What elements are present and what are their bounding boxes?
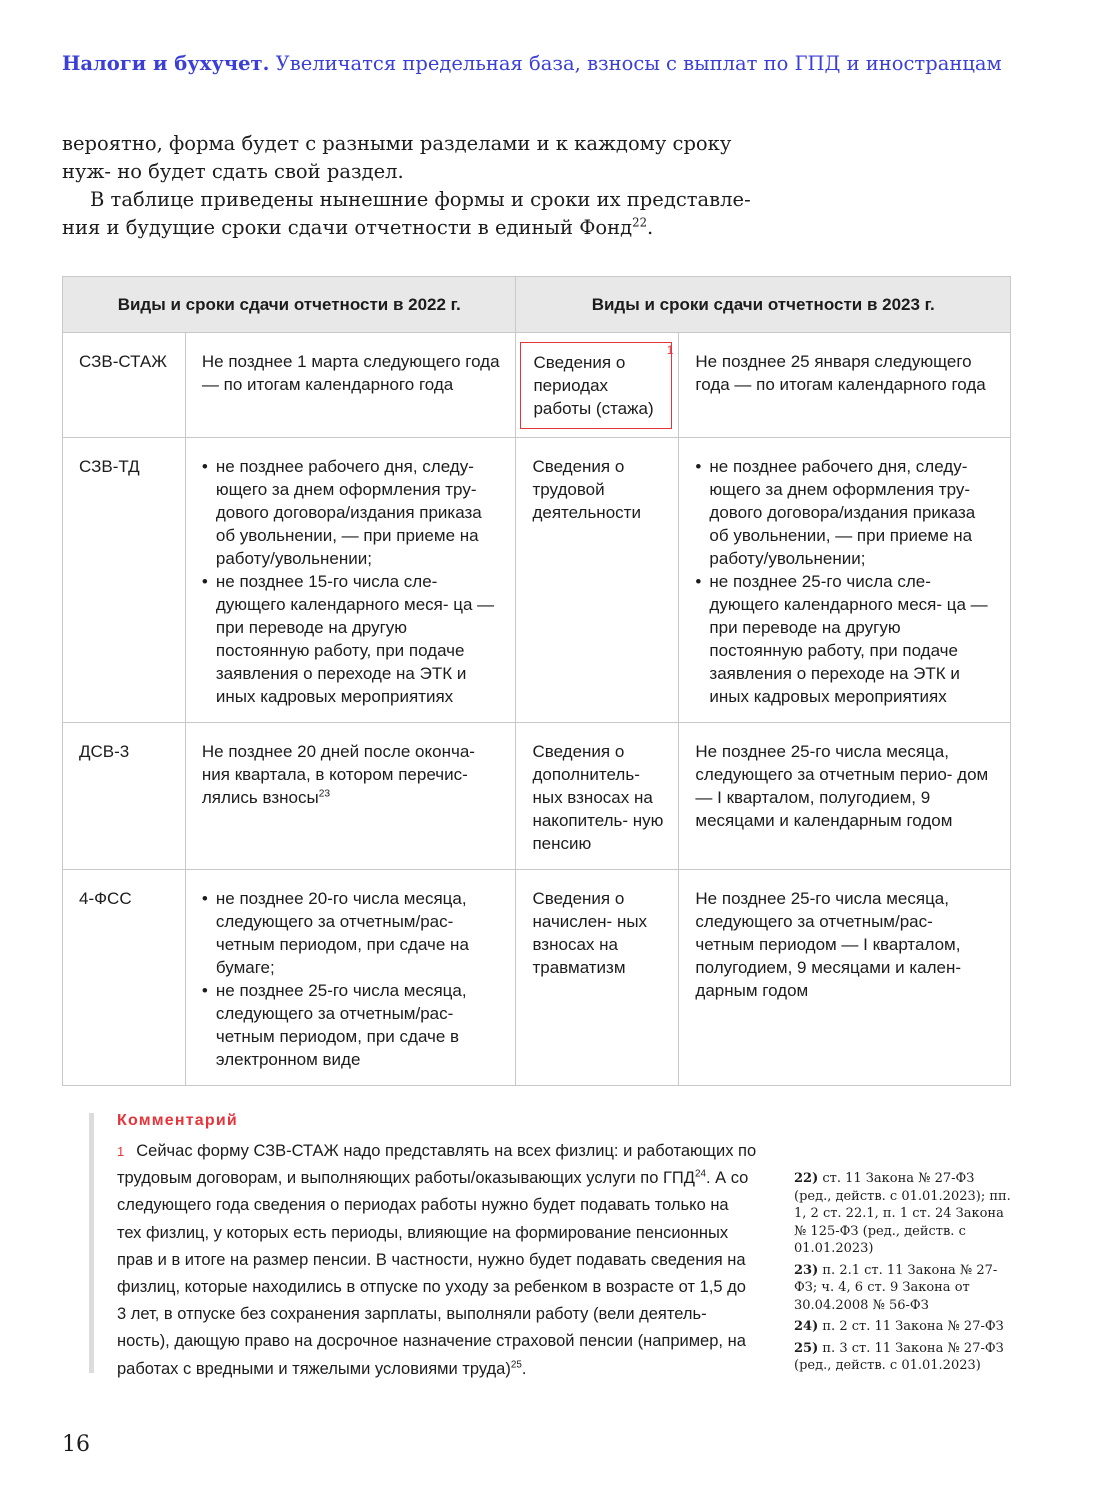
- deadline-2022: [185, 870, 516, 1086]
- deadline-2023: [679, 438, 1011, 723]
- footnote-text: п. 2.1 ст. 11 Закона № 27-ФЗ; ч. 4, 6 ст. 9 Закона от 30.04.2008 № 56-ФЗ: [794, 1262, 998, 1313]
- intro-paragraph-2-end: .: [647, 216, 654, 239]
- footnote: [794, 1262, 1014, 1315]
- comment-text-c: .: [521, 1359, 527, 1378]
- deadline-2022: [185, 723, 516, 870]
- table-row: [63, 870, 1011, 1086]
- list-item: • не позднее 20-го числа месяца, следующего за отчетным/рас- четным периодом, при сдаче на бумаге;: [202, 887, 502, 979]
- footnote-ref-24: 24: [694, 1168, 706, 1180]
- deadline-2022: Не позднее 1 марта следующего года — по итогам календарного года: [185, 333, 516, 438]
- comment-text-a: Сейчас форму СЗВ-СТАЖ надо представлять на всех физлиц: и работающих по трудовым договорам, и выполняющих работы/оказывающих услуги по ГПД: [117, 1142, 757, 1188]
- footnote-ref-22: 22: [632, 215, 648, 230]
- form-2023: Сведения о начислен- ных взносах на травматизм: [516, 870, 679, 1086]
- list-item: • не позднее рабочего дня, следу- ющего за днем оформления тру- дового договора/издания приказа об увольнении, — при приеме на работу/увольнении;: [695, 455, 996, 570]
- footnote-number: 22): [794, 1171, 819, 1186]
- footnote-text: п. 3 ст. 11 Закона № 27-ФЗ (ред., действ. с 01.01.2023): [794, 1340, 1004, 1373]
- form-name: СЗВ-СТАЖ: [63, 333, 186, 438]
- form-2023: Сведения о трудовой деятельности: [516, 438, 679, 723]
- comment-sidebar-bar: [89, 1113, 94, 1373]
- form-name: СЗВ-ТД: [63, 438, 186, 723]
- comment-text-b: . А со следующего года сведения о периодах работы нужно будет подавать только на тех физлиц, у которых есть периоды, влияющие на формирование пенсионных прав и в итоге на размер пенсии. В частности, нужно будет подавать сведения на физлиц, которые находились в отпуске по уходу за ребенком в возрасте от 1,5 до 3 лет, в отпуске без сохранения зарплаты, выполняли работу (вели деятель- ность), дающую право на досрочное назначение страховой пенсии (например, на работах с вредными и тяжелыми условиями труда): [117, 1169, 749, 1378]
- bullet-list: [202, 887, 502, 1071]
- header-2022: Виды и сроки сдачи отчетности в 2022 г.: [63, 277, 516, 333]
- bullet-list: [202, 455, 502, 708]
- form-2023: Сведения о периодах работы (стажа): [533, 353, 654, 418]
- footnote-number: 23): [794, 1262, 819, 1278]
- comment-body: [117, 1138, 757, 1383]
- header-section: Налоги и бухучет.: [62, 52, 270, 75]
- deadline-2022: [185, 438, 516, 723]
- list-item: • не позднее 25-го числа месяца, следующего за отчетным/рас- четным периодом, при сдаче в электронном виде: [202, 979, 502, 1071]
- annotation-marker: 1: [666, 343, 674, 357]
- intro-paragraph-2-text: В таблице приведены нынешние формы и сроки их представле- ния и будущие сроки сдачи отчетности в единый Фонд: [62, 188, 751, 239]
- comment-title: Комментарий: [117, 1112, 238, 1129]
- reporting-table: [62, 276, 1011, 1086]
- page-number: 16: [62, 1432, 90, 1457]
- table-row: [63, 723, 1011, 870]
- intro-text: [62, 130, 752, 242]
- header-2023: Виды и сроки сдачи отчетности в 2023 г.: [516, 277, 1011, 333]
- form-name: 4-ФСС: [63, 870, 186, 1086]
- table-row: [63, 333, 1011, 438]
- form-name: ДСВ-3: [63, 723, 186, 870]
- intro-paragraph-2: [62, 186, 752, 242]
- header-title: Увеличатся предельная база, взносы с выплат по ГПД и иностранцам: [275, 52, 1002, 75]
- annotation-box: [520, 342, 672, 429]
- footnote-ref-23: 23: [318, 788, 331, 800]
- footnote-ref-25: 25: [510, 1359, 522, 1371]
- form-2023: Сведения о дополнитель- ных взносах на накопитель- ную пенсию: [516, 723, 679, 870]
- table-header-row: [63, 277, 1011, 333]
- footnote-number: 24): [794, 1319, 819, 1334]
- table-row: [63, 438, 1011, 723]
- form-2023-cell: [516, 333, 679, 438]
- footnote: [794, 1318, 1014, 1336]
- comment-marker: 1: [117, 1144, 125, 1159]
- list-item: • не позднее 25-го числа сле- дующего календарного меся- ца — при переводе на другую постоянную работу, при подаче заявления о переходе на ЭТК и иных кадровых мероприятиях: [695, 570, 996, 708]
- footnotes: [794, 1170, 1014, 1379]
- running-header: [62, 52, 1002, 75]
- list-item: • не позднее 15-го числа сле- дующего календарного меся- ца — при переводе на другую постоянную работу, при подаче заявления о переходе на ЭТК и иных кадровых мероприятиях: [202, 570, 502, 708]
- footnote-text: п. 2 ст. 11 Закона № 27-ФЗ: [822, 1319, 1004, 1334]
- deadline-2023: Не позднее 25-го числа месяца, следующего за отчетным/рас- четным периодом — I кварталом, полугодием, 9 месяцами и кален- дарным годом: [679, 870, 1011, 1086]
- footnote-text: ст. 11 Закона № 27-ФЗ (ред., действ. с 01.01.2023); пп. 1, 2 ст. 22.1, п. 1 ст. 24 Закона № 125-ФЗ (ред., действ. с 01.01.2023): [794, 1171, 1011, 1256]
- list-item: • не позднее рабочего дня, следу- ющего за днем оформления тру- дового договора/издания приказа об увольнении, — при приеме на работу/увольнении;: [202, 455, 502, 570]
- bullet-list: [695, 455, 996, 708]
- footnote: [794, 1170, 1014, 1258]
- footnote-number: 25): [794, 1340, 819, 1356]
- deadline-2022-text: Не позднее 20 дней после оконча- ния квартала, в котором перечис- лялись взносы: [201, 742, 475, 807]
- intro-paragraph-1: вероятно, форма будет с разными разделами и к каждому сроку нуж- но будет сдать свой раздел.: [62, 132, 732, 183]
- deadline-2023: Не позднее 25 января следующего года — по итогам календарного года: [679, 333, 1011, 438]
- footnote: [794, 1340, 1014, 1375]
- deadline-2023: Не позднее 25-го числа месяца, следующего за отчетным перио- дом — I кварталом, полугодием, 9 месяцами и календарным годом: [679, 723, 1011, 870]
